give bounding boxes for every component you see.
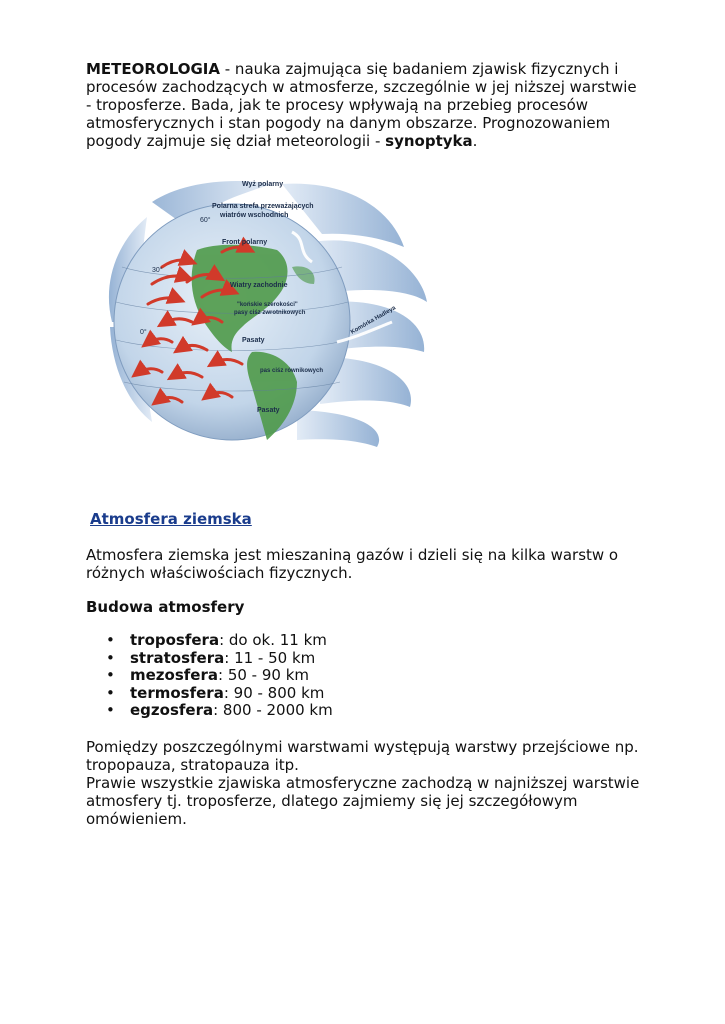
layer-range: : 800 - 2000 km — [213, 701, 333, 720]
layer-range: : 11 - 50 km — [224, 648, 316, 667]
label-doldrums: pas ciśz równikowych — [260, 368, 324, 374]
label-polar-east-1: Polarna strefa przeważających — [212, 203, 314, 210]
list-item — [86, 667, 333, 685]
label-lat-60: 60° — [200, 217, 211, 224]
label-polar-east-2: wiatrów wschodnich — [220, 212, 289, 219]
list-item — [86, 650, 333, 668]
label-westerlies: Wiatry zachodnie — [230, 282, 288, 289]
layer-range: : do ok. 11 km — [219, 631, 327, 649]
layer-name: mezosfera — [130, 666, 218, 685]
term-synoptyka: synoptyka — [385, 132, 473, 150]
label-hadley-cell: Komórka Hadleya — [350, 305, 397, 336]
layer-name: troposfera — [130, 631, 220, 649]
atmosphere-structure-heading: Budowa atmosfery — [86, 598, 245, 616]
layer-name: termosfera — [130, 683, 224, 702]
layer-range: : 50 - 90 km — [218, 666, 310, 685]
layer-name: stratosfera — [130, 648, 225, 667]
list-item — [86, 702, 333, 720]
label-lat-0: 0° — [140, 329, 147, 336]
atmospheric-circulation-figure — [92, 172, 432, 457]
list-item — [86, 685, 333, 703]
transition-text-1: Pomiędzy poszczególnymi warstwami występują warstwy przejściowe np. tropopauza, stratopauza itp. — [86, 738, 639, 774]
transition-text-2: Prawie wszystkie zjawiska atmosferyczne zachodzą w najniższej warstwie atmosfery tj. troposferze, dlatego zajmiemy się jej szczegółowym omówieniem. — [86, 774, 640, 828]
label-trades-north: Pasaty — [242, 337, 265, 344]
intro-paragraph — [86, 60, 646, 150]
layer-name: egzosfera — [130, 701, 214, 720]
label-polar-front: Front polarny — [222, 239, 268, 246]
label-horse-latitudes-1: "końskie szerokości" — [237, 302, 298, 308]
atmosphere-layers-list — [86, 632, 333, 720]
globe-illustration — [92, 172, 432, 457]
atmosfera-ziemska-link[interactable]: Atmosfera ziemska — [90, 510, 252, 528]
label-lat-30: 30° — [152, 267, 163, 274]
term-meteorologia: METEOROLOGIA — [86, 60, 220, 78]
label-polar-high: Wyż polarny — [242, 181, 284, 188]
label-trades-south: Pasaty — [257, 407, 280, 414]
atmosphere-description: Atmosfera ziemska jest mieszaniną gazów i dzieli się na kilka warstw o różnych właściwościach fizycznych. — [86, 546, 619, 582]
transition-layers-paragraph — [86, 738, 646, 828]
layer-range: : 90 - 800 km — [223, 683, 325, 702]
intro-text: - nauka zajmująca się badaniem zjawisk fizycznych i procesów zachodzących w atmosferze, szczególnie w jej niższej warstwie - troposferze. Bada, jak te procesy wpływają na przebieg procesów atmosferycznych i stan pogody na danym obszarze. Prognozowaniem pogody zajmuje się dział meteorologii - — [86, 60, 637, 150]
list-item — [86, 632, 333, 650]
label-horse-latitudes-2: pasy ciśz zwrotnikowych — [234, 310, 306, 316]
intro-end: . — [472, 132, 478, 150]
